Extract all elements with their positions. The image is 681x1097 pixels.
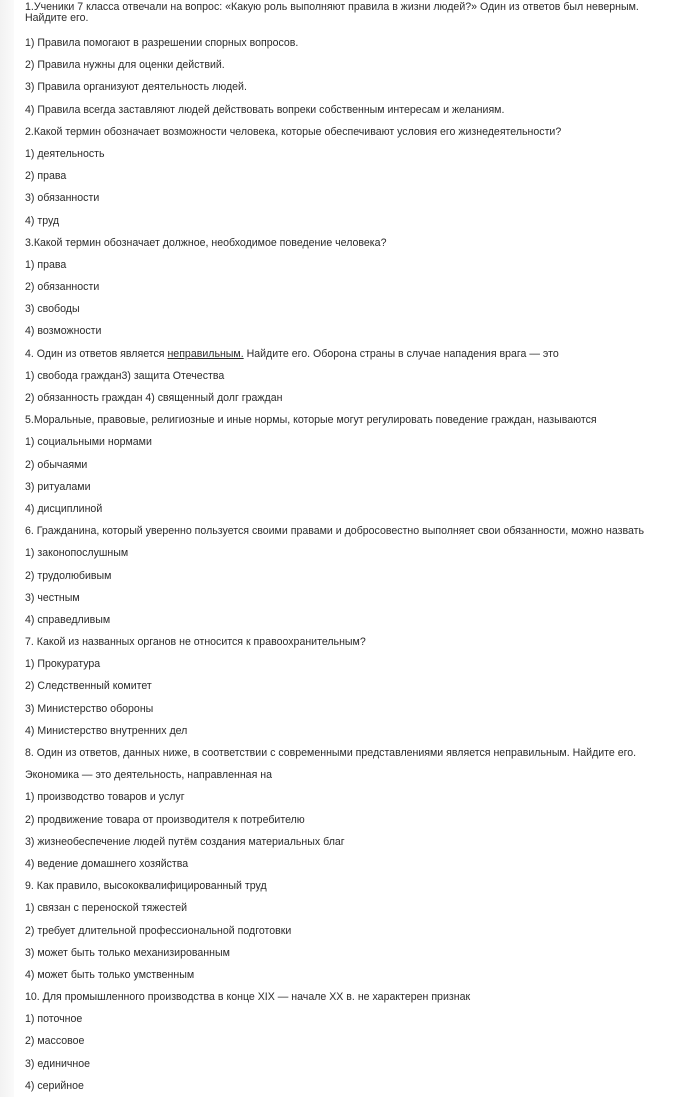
answer-line: 2) массовое xyxy=(25,1035,85,1048)
answer-line: 4) Министерство внутренних дел xyxy=(25,724,188,737)
question-4-underlined: неправильным. xyxy=(167,347,244,360)
answer-line: 4) возможности xyxy=(25,325,102,338)
answer-line: 1) деятельность xyxy=(25,147,105,160)
answer-line: 2) обязанность граждан 4) священный долг граждан xyxy=(25,392,283,404)
answer-line: 3) честным xyxy=(25,591,80,604)
answer-line: 1) законопослушным xyxy=(25,547,129,560)
answer-line: 2) продвижение товара от производителя к потребителю xyxy=(25,813,305,826)
answer-line: 2) Правила нужны для оценки действий. xyxy=(25,59,225,72)
answer-line: 3) ритуалами xyxy=(25,480,91,493)
answer-line: 4) справедливым xyxy=(25,613,111,626)
question-1-text-continued: Найдите его. xyxy=(25,13,89,24)
answer-line: 1) производство товаров и услуг xyxy=(25,791,185,804)
answer-line: 2) обычаями xyxy=(25,458,88,471)
answer-line: 1) права xyxy=(25,258,67,271)
answer-line: 3) может быть только механизированным xyxy=(25,946,230,959)
question-8-stem: Экономика — это деятельность, направленная на xyxy=(25,769,272,782)
answer-line: 2) обязанности xyxy=(25,281,100,294)
question-5-text: 5.Моральные, правовые, религиозные и иные нормы, которые могут регулировать поведение граждан, называются xyxy=(25,414,597,427)
answer-line: 1) социальными нормами xyxy=(25,436,152,449)
question-10-text: 10. Для промышленного производства в конце XIX — начале XX в. не характерен признак xyxy=(25,991,471,1004)
left-edge-strip xyxy=(0,0,14,1097)
answer-line: 3) обязанности xyxy=(25,192,100,205)
question-2-text: 2.Какой термин обозначает возможности человека, которые обеспечивают условия его жизнедеятельности? xyxy=(25,125,562,138)
question-6-text: 6. Гражданина, который уверенно пользуется своими правами и добросовестно выполняет свои обязанности, можно назвать xyxy=(25,525,644,538)
answer-line: 2) Следственный комитет xyxy=(25,680,152,693)
answer-line: 3) свободы xyxy=(25,303,80,316)
answer-line: 1) поточное xyxy=(25,1013,83,1026)
answer-line: 1) свобода граждан3) защита Отечества xyxy=(25,369,225,382)
answer-line: 2) права xyxy=(25,170,67,183)
question-8-text: 8. Один из ответов, данных ниже, в соответствии с современными представлениями является неправильным. Найдите его. xyxy=(25,747,637,759)
question-4-after: Найдите его. Оборона страны в случае нападения врага — это xyxy=(243,347,559,360)
answer-line: 2) трудолюбивым xyxy=(25,569,112,582)
answer-line: 4) дисциплиной xyxy=(25,502,103,515)
question-4-text xyxy=(25,343,681,365)
answer-line: 4) серийное xyxy=(25,1079,84,1092)
answer-line: 3) Правила организуют деятельность людей. xyxy=(25,81,247,94)
answer-line: 1) связан с переноской тяжестей xyxy=(25,902,188,915)
question-7-text: 7. Какой из названных органов не относится к правоохранительным? xyxy=(25,636,366,649)
answer-line: 3) Министерство обороны xyxy=(25,702,154,715)
question-3-text: 3.Какой термин обозначает должное, необходимое поведение человека? xyxy=(25,236,387,249)
question-4-before: 4. Один из ответов является xyxy=(25,347,168,360)
answer-line: 3) жизнеобеспечение людей путём создания материальных благ xyxy=(25,835,345,848)
answer-line: 2) требует длительной профессиональной подготовки xyxy=(25,924,292,937)
answer-line: 4) ведение домашнего хозяйства xyxy=(25,857,189,870)
answer-line: 1) Правила помогают в разрешении спорных вопросов. xyxy=(25,37,299,49)
answer-line: 3) единичное xyxy=(25,1057,91,1070)
answer-line: 4) может быть только умственным xyxy=(25,968,195,981)
question-1-text: 1.Ученики 7 класса отвечали на вопрос: «Какую роль выполняют правила в жизни людей?» Один из ответов был неверным. xyxy=(25,2,639,13)
answer-line: 1) Прокуратура xyxy=(25,658,101,671)
answer-line: 4) труд xyxy=(25,214,60,227)
question-9-text: 9. Как правило, высококвалифицированный труд xyxy=(25,880,267,893)
quiz-document xyxy=(25,2,681,1097)
answer-line: 4) Правила всегда заставляют людей действовать вопреки собственным интересам и желаниям. xyxy=(25,103,505,116)
